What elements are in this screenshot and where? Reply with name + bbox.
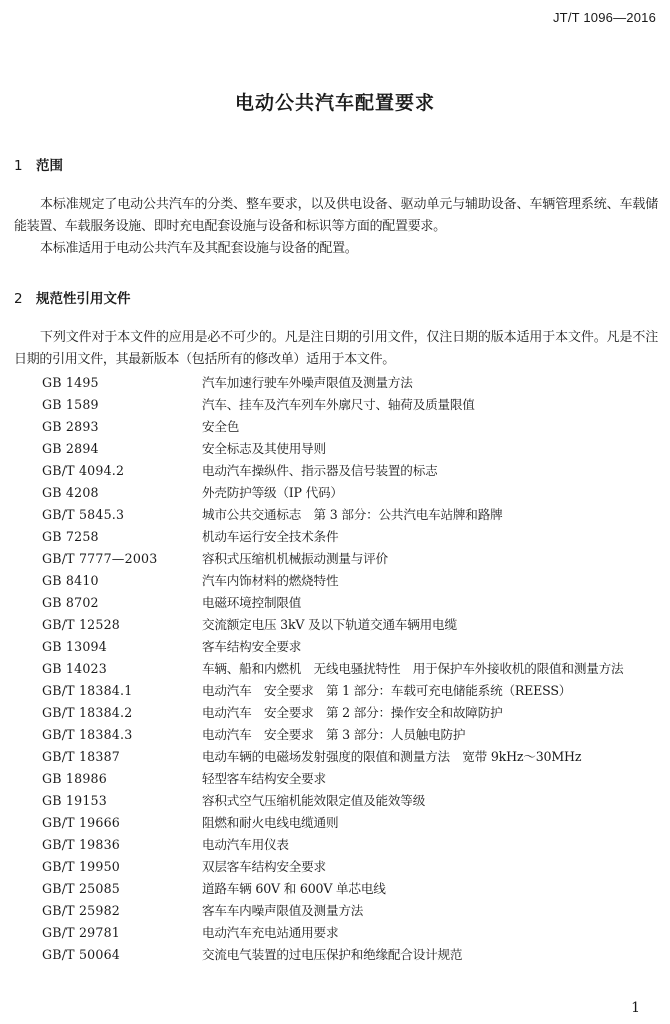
reference-code: GB 18986: [42, 771, 107, 786]
reference-item: [0, 592, 670, 614]
reference-item: [0, 658, 670, 680]
reference-title: 客车车内噪声限值及测量方法: [202, 903, 364, 918]
reference-code: GB 1589: [42, 397, 99, 412]
reference-title: 电动汽车操纵件、指示器及信号装置的标志: [202, 463, 438, 478]
reference-item: [0, 702, 670, 724]
scope-paragraph-2: 本标准适用于电动公共汽车及其配套设施与设备的配置。: [40, 241, 358, 256]
reference-title: 容积式压缩机机械振动测量与评价: [202, 551, 388, 566]
reference-title: 安全色: [202, 419, 240, 434]
reference-title: 阻燃和耐火电线电缆通则: [202, 815, 339, 830]
section-number: 1: [14, 158, 23, 174]
reference-code: GB/T 19666: [42, 815, 121, 830]
section-heading-scope: [14, 154, 63, 174]
reference-title: 外壳防护等级（IP 代码）: [202, 485, 343, 500]
reference-item: [0, 416, 670, 438]
reference-code: GB/T 50064: [42, 947, 121, 962]
reference-title: 轻型客车结构安全要求: [202, 771, 326, 786]
scope-paragraph-1: 本标准规定了电动公共汽车的分类、整车要求，以及供电设备、驱动单元与辅助设备、车辆管理系统、车载储能装置、车载服务设施、即时充电配套设施与设备和标识等方面的配置要求。: [14, 197, 658, 234]
reference-title: 电动汽车充电站通用要求: [202, 925, 339, 940]
reference-code: GB/T 29781: [42, 925, 121, 940]
reference-code: GB/T 18384.1: [42, 683, 133, 698]
reference-item: [0, 570, 670, 592]
reference-title: 汽车、挂车及汽车列车外廓尺寸、轴荷及质量限值: [202, 397, 475, 412]
reference-code: GB/T 7777—2003: [42, 551, 158, 566]
reference-code: GB 8702: [42, 595, 99, 610]
reference-item: [0, 482, 670, 504]
reference-item: [0, 438, 670, 460]
reference-code: GB/T 25982: [42, 903, 121, 918]
reference-code: GB 13094: [42, 639, 107, 654]
reference-list: [0, 372, 670, 966]
reference-item: [0, 812, 670, 834]
reference-code: GB 14023: [42, 661, 107, 676]
reference-title: 电动汽车 安全要求 第 2 部分：操作安全和故障防护: [202, 705, 503, 720]
reference-code: GB/T 19836: [42, 837, 121, 852]
reference-item: [0, 526, 670, 548]
reference-title: 双层客车结构安全要求: [202, 859, 326, 874]
reference-item: [0, 768, 670, 790]
reference-code: GB 19153: [42, 793, 107, 808]
reference-item: [0, 636, 670, 658]
reference-item: [0, 944, 670, 966]
reference-item: [0, 504, 670, 526]
reference-title: 机动车运行安全技术条件: [202, 529, 339, 544]
reference-code: GB 2894: [42, 441, 99, 456]
reference-item: [0, 790, 670, 812]
reference-code: GB/T 19950: [42, 859, 121, 874]
section-number: 2: [14, 291, 23, 307]
reference-item: [0, 746, 670, 768]
reference-item: [0, 900, 670, 922]
reference-title: 容积式空气压缩机能效限定值及能效等级: [202, 793, 426, 808]
reference-item: [0, 548, 670, 570]
section-title: 规范性引用文件: [36, 291, 131, 307]
reference-title: 汽车加速行驶车外噪声限值及测量方法: [202, 375, 413, 390]
reference-code: GB/T 12528: [42, 617, 121, 632]
reference-title: 安全标志及其使用导则: [202, 441, 326, 456]
reference-code: GB/T 4094.2: [42, 463, 125, 478]
reference-code: GB 1495: [42, 375, 99, 390]
reference-item: [0, 922, 670, 944]
reference-item: [0, 614, 670, 636]
reference-title: 电磁环境控制限值: [202, 595, 302, 610]
standard-code: JT/T 1096—2016: [552, 10, 656, 25]
section-heading-normative-references: [14, 287, 131, 307]
reference-item: [0, 460, 670, 482]
reference-item: [0, 856, 670, 878]
page-number: 1: [631, 1000, 640, 1016]
document-title: 电动公共汽车配置要求: [234, 92, 435, 114]
reference-code: GB 4208: [42, 485, 99, 500]
reference-title: 汽车内饰材料的燃烧特性: [202, 573, 339, 588]
references-intro-paragraph: 下列文件对于本文件的应用是必不可少的。凡是注日期的引用文件，仅注日期的版本适用于本文件。凡是不注日期的引用文件，其最新版本（包括所有的修改单）适用于本文件。: [14, 330, 658, 367]
reference-title: 车辆、船和内燃机 无线电骚扰特性 用于保护车外接收机的限值和测量方法: [202, 661, 624, 676]
reference-item: [0, 834, 670, 856]
reference-item: [0, 878, 670, 900]
reference-code: GB/T 25085: [42, 881, 121, 896]
reference-code: GB/T 18384.2: [42, 705, 133, 720]
reference-title: 电动汽车 安全要求 第 1 部分：车载可充电储能系统（REESS）: [202, 683, 572, 698]
reference-code: GB 8410: [42, 573, 99, 588]
section-title: 范围: [36, 158, 63, 174]
reference-title: 交流电气装置的过电压保护和绝缘配合设计规范: [202, 947, 463, 962]
reference-item: [0, 680, 670, 702]
reference-title: 电动汽车 安全要求 第 3 部分：人员触电防护: [202, 727, 466, 742]
reference-item: [0, 372, 670, 394]
reference-title: 客车结构安全要求: [202, 639, 302, 654]
reference-title: 电动车辆的电磁场发射强度的限值和测量方法 宽带 9kHz～30MHz: [202, 749, 582, 764]
reference-code: GB/T 18384.3: [42, 727, 133, 742]
reference-title: 道路车辆 60V 和 600V 单芯电线: [202, 881, 386, 896]
reference-code: GB/T 5845.3: [42, 507, 125, 522]
reference-code: GB 2893: [42, 419, 99, 434]
reference-title: 交流额定电压 3kV 及以下轨道交通车辆用电缆: [202, 617, 457, 632]
reference-code: GB 7258: [42, 529, 99, 544]
reference-item: [0, 724, 670, 746]
reference-item: [0, 394, 670, 416]
reference-title: 城市公共交通标志 第 3 部分：公共汽电车站牌和路牌: [202, 507, 503, 522]
reference-title: 电动汽车用仪表: [202, 837, 289, 852]
reference-code: GB/T 18387: [42, 749, 121, 764]
